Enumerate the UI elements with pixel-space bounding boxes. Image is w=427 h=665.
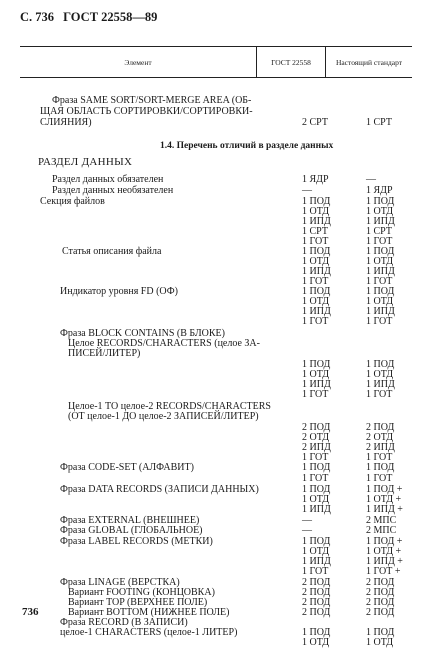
table-header <box>20 46 412 78</box>
element-cell: ЩАЯ ОБЛАСТЬ СОРТИРОВКИ/СОРТИРОВКИ- <box>40 106 253 117</box>
page-prefix: С. 736 <box>20 10 55 24</box>
current-cell: 2 ПОД <box>366 597 395 608</box>
element-cell: Фраза EXTERNAL (ВНЕШНЕЕ) <box>60 515 200 526</box>
current-cell: 1 ПОД <box>366 196 395 207</box>
table-row <box>0 117 427 128</box>
current-cell: 2 ИПД <box>366 442 395 453</box>
gost-cell: 2 ОТД <box>302 432 330 443</box>
gost-cell: 1 ОТД <box>302 206 330 217</box>
current-cell: 1 ОТД + <box>366 494 402 505</box>
current-cell: 1 ГОТ <box>366 389 393 400</box>
gost-cell: 1 ОТД <box>302 369 330 380</box>
element-cell: СЛИЯНИЯ) <box>40 117 92 128</box>
gost-cell: 1 ГОТ <box>302 316 329 327</box>
current-cell: 1 ИПД + <box>366 504 403 515</box>
gost-cell: 1 ПОД <box>302 627 331 638</box>
table-row <box>0 411 427 422</box>
gost-cell: 2 ПОД <box>302 577 331 588</box>
gost-cell: 1 СРТ <box>302 226 328 237</box>
col-element-header: Элемент <box>20 47 257 78</box>
current-cell: 1 ОТД <box>366 296 394 307</box>
current-cell: 1 ГОТ <box>366 473 393 484</box>
current-cell: 1 ПОД <box>366 462 395 473</box>
element-cell: Раздел данных обязателен <box>52 174 164 185</box>
current-cell: 1 ПОД <box>366 246 395 257</box>
table-row <box>0 106 427 117</box>
element-cell: Раздел данных необязателен <box>52 185 174 196</box>
element-cell: Фраза DATA RECORDS (ЗАПИСИ ДАННЫХ) <box>60 484 259 495</box>
table-row <box>0 174 427 185</box>
current-cell: 1 ОТД <box>366 206 394 217</box>
current-cell: 1 ПОД <box>366 359 395 370</box>
element-cell: Целое RECORDS/CHARACTERS (целое ЗА- <box>68 338 260 349</box>
element-cell: Вариант BOTTOM (НИЖНЕЕ ПОЛЕ) <box>68 607 230 618</box>
gost-cell: — <box>302 185 312 196</box>
element-cell: Фраза SAME SORT/SORT-MERGE AREA (ОБ- <box>52 95 252 106</box>
gost-cell: 1 ИПД <box>302 306 331 317</box>
gost-cell: 1 ПОД <box>302 359 331 370</box>
element-cell: Фраза GLOBAL (ГЛОБАЛЬНОЕ) <box>60 525 203 536</box>
gost-cell: 1 ИПД <box>302 266 331 277</box>
current-cell: 2 ОТД <box>366 432 394 443</box>
element-cell: Секция файлов <box>40 196 105 207</box>
table-row <box>0 504 427 515</box>
gost-cell: 1 ПОД <box>302 484 331 495</box>
current-cell: 1 ЯДР <box>366 185 393 196</box>
gost-cell: 2 ПОД <box>302 587 331 598</box>
gost-cell: 1 ОТД <box>302 494 330 505</box>
gost-cell: 2 ПОД <box>302 597 331 608</box>
table-row <box>0 566 427 577</box>
current-cell: 1 ГОТ <box>366 452 393 463</box>
current-cell: 1 ПОД + <box>366 484 403 495</box>
current-cell: 1 ИПД + <box>366 556 403 567</box>
gost-cell: 1 ПОД <box>302 536 331 547</box>
element-cell: (ОТ целое-1 ДО целое-2 ЗАПИСЕЙ/ЛИТЕР) <box>68 411 259 422</box>
gost-cell: 1 ПОД <box>302 246 331 257</box>
current-cell: — <box>366 174 376 185</box>
gost-cell: 1 ГОТ <box>302 452 329 463</box>
table-row <box>0 473 427 484</box>
gost-cell: 1 ОТД <box>302 296 330 307</box>
gost-cell: 1 ЯДР <box>302 174 329 185</box>
element-cell: Вариант TOP (ВЕРХНЕЕ ПОЛЕ) <box>68 597 208 608</box>
col-current-header: Настоящий стандарт <box>335 57 403 67</box>
current-cell: 1 ГОТ <box>366 316 393 327</box>
current-cell: 1 ОТД + <box>366 546 402 557</box>
table-row <box>0 462 427 473</box>
gost-cell: — <box>302 525 312 536</box>
element-cell: целое-1 CHARACTERS (целое-1 ЛИТЕР) <box>60 627 238 638</box>
current-cell: 1 ИПД <box>366 306 395 317</box>
gost-cell: — <box>302 515 312 526</box>
table-row <box>0 316 427 327</box>
current-cell: 1 ПОД + <box>366 536 403 547</box>
element-cell: Фраза LINAGE (ВЕРСТКА) <box>60 577 180 588</box>
gost-cell: 1 ОТД <box>302 256 330 267</box>
current-cell: 1 СРТ <box>366 226 392 237</box>
gost-cell: 2 ИПД <box>302 442 331 453</box>
gost-cell: 1 ИПД <box>302 216 331 227</box>
current-cell: 1 ПОД <box>366 286 395 297</box>
current-cell: 1 ОТД <box>366 637 394 648</box>
col-gost-header: ГОСТ 22558 <box>257 47 326 78</box>
gost-cell: 1 ГОТ <box>302 236 329 247</box>
element-cell: Статья описания файла <box>62 246 162 257</box>
page-header <box>20 10 163 25</box>
element-cell: Целое-1 ТО целое-2 RECORDS/CHARACTERS <box>68 401 271 412</box>
gost-cell: 1 ИПД <box>302 504 331 515</box>
element-cell: ПИСЕЙ/ЛИТЕР) <box>68 348 141 359</box>
element-cell: Фраза LABEL RECORDS (МЕТКИ) <box>60 536 213 547</box>
current-cell: 2 ПОД <box>366 587 395 598</box>
element-cell: Фраза CODE-SET (АЛФАВИТ) <box>60 462 194 473</box>
gost-cell: 1 ПОД <box>302 196 331 207</box>
section-title: 1.4. Перечень отличий в разделе данных <box>160 141 334 151</box>
current-cell: 2 МПС <box>366 525 397 536</box>
gost-cell: 2 ПОД <box>302 422 331 433</box>
current-cell: 1 ИПД <box>366 379 395 390</box>
gost-cell: 1 ОТД <box>302 637 330 648</box>
table-row <box>0 525 427 536</box>
current-cell: 1 ПОД <box>366 627 395 638</box>
element-cell: Фраза BLOCK CONTAINS (В БЛОКЕ) <box>60 328 225 339</box>
gost-cell: 1 ГОТ <box>302 389 329 400</box>
element-cell: Вариант FOOTING (КОНЦОВКА) <box>68 587 215 598</box>
element-cell: Индикатор уровня FD (ОФ) <box>60 286 178 297</box>
table-row <box>0 348 427 359</box>
page-number: 736 <box>22 606 39 618</box>
table-row <box>0 95 427 106</box>
gost-cell: 2 ПОД <box>302 607 331 618</box>
current-cell: 1 ОТД <box>366 256 394 267</box>
gost-cell: 2 СРТ <box>302 117 328 128</box>
standard-code: ГОСТ 22558—89 <box>63 10 158 24</box>
current-cell: 1 СРТ <box>366 117 392 128</box>
current-cell: 2 МПС <box>366 515 397 526</box>
table-row <box>0 637 427 648</box>
current-cell: 2 ПОД <box>366 577 395 588</box>
division-title: РАЗДЕЛ ДАННЫХ <box>38 156 133 168</box>
gost-cell: 1 ИПД <box>302 379 331 390</box>
current-cell: 1 ИПД <box>366 266 395 277</box>
current-cell: 1 ОТД <box>366 369 394 380</box>
gost-cell: 1 ИПД <box>302 556 331 567</box>
table-row <box>0 389 427 400</box>
gost-cell: 1 ПОД <box>302 286 331 297</box>
current-cell: 1 ГОТ <box>366 236 393 247</box>
gost-cell: 1 ОТД <box>302 546 330 557</box>
gost-cell: 1 ГОТ <box>302 566 329 577</box>
element-cell: Фраза RECORD (В ЗАПИСИ) <box>60 617 188 628</box>
current-cell: 1 ИПД <box>366 216 395 227</box>
gost-cell: 1 ГОТ <box>302 473 329 484</box>
gost-cell: 1 ГОТ <box>302 276 329 287</box>
current-cell: 1 ГОТ + <box>366 566 401 577</box>
current-cell: 2 ПОД <box>366 607 395 618</box>
current-cell: 2 ПОД <box>366 422 395 433</box>
gost-cell: 1 ПОД <box>302 462 331 473</box>
table-row <box>0 185 427 196</box>
current-cell: 1 ГОТ <box>366 276 393 287</box>
